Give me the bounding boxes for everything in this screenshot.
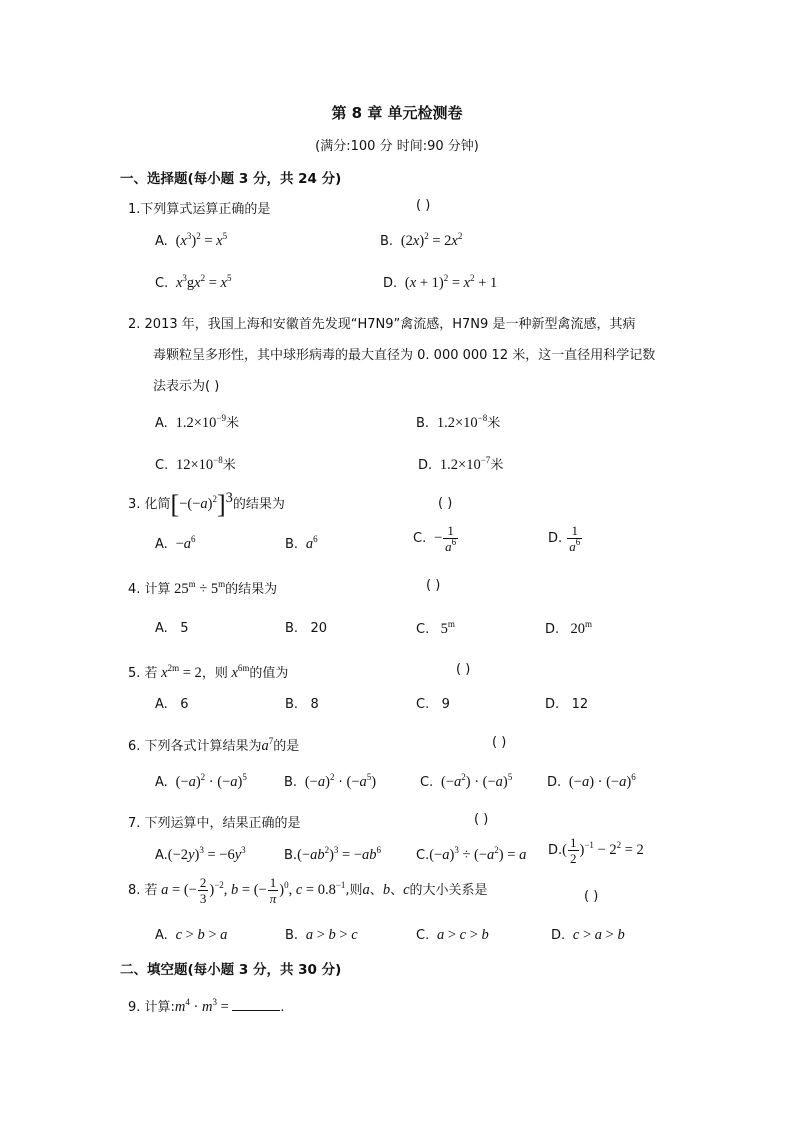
question-1-option-a: A. $(x^3)^2 = x^5$	[155, 231, 228, 249]
stem-text: 的结果为	[225, 582, 278, 597]
option-letter: A.	[155, 621, 168, 636]
option-letter: B.	[285, 537, 299, 552]
option-letter: C.	[420, 775, 434, 790]
option-letter: B.	[380, 234, 394, 249]
option-letter: D.	[548, 531, 563, 546]
question-6-option-c: C. $(-a^2) \cdot (-a)^5$	[420, 772, 513, 790]
option-value: 9	[441, 697, 450, 712]
option-value: 5	[180, 621, 189, 636]
stem-text: 9. 计算:	[128, 1000, 175, 1015]
question-8-option-a: A. c > b > a	[155, 927, 228, 943]
question-7-option-a: $A.(-2y)^3 = -6y^3$	[155, 845, 246, 863]
question-5-option-d	[545, 697, 588, 712]
question-1-stem: 1.下列算式运算正确的是	[128, 202, 271, 217]
stem-text: 、	[369, 883, 383, 898]
option-letter: A.	[155, 775, 168, 790]
option-value: 8	[310, 697, 319, 712]
question-2-line-1: 2. 2013 年，我国上海和安徽首先发现“H7N9”禽流感，H7N9 是一种新型禽流感，其病	[128, 317, 636, 332]
question-3-option-b: B. $a^6$	[285, 534, 318, 552]
question-9-stem: 9. 计算$:m^4 \cdot m^3$ = .	[128, 997, 285, 1015]
question-1-paren: ( )	[416, 198, 431, 213]
question-2-line-3: 法表示为( )	[153, 379, 220, 394]
question-4-option-a	[155, 621, 188, 636]
option-letter: C.	[416, 697, 430, 712]
option-letter: B.	[285, 697, 299, 712]
option-letter: D.	[383, 276, 398, 291]
question-4-option-b	[285, 621, 327, 636]
question-2-option-a: A. $1.2\times 10^{-9}$米	[155, 413, 239, 431]
answer-blank[interactable]	[232, 998, 280, 1011]
option-letter: D.	[418, 458, 433, 473]
stem-text: 的是	[273, 739, 300, 754]
question-6-option-b: B. $(-a)^2 \cdot (-a^5)$	[284, 772, 377, 790]
question-1-option-b: B. $(2x)^2 = 2x^2$	[380, 231, 463, 249]
question-8-option-d: D. c > a > b	[551, 927, 625, 943]
option-letter: A.	[155, 928, 168, 943]
question-3-paren: ( )	[438, 496, 453, 511]
option-letter: A.	[155, 537, 168, 552]
question-3-option-d: D. $\frac{1}{a^6}$	[548, 523, 581, 554]
option-letter: D.	[551, 928, 566, 943]
stem-text: 的结果为	[232, 497, 285, 512]
question-5-stem: 5. 若 $x^{2m} = 2$，则 $x^{6m}$的值为	[128, 663, 289, 681]
question-7-paren: ( )	[474, 812, 489, 827]
unit-label: 米	[490, 458, 504, 473]
question-8-stem: 8. 若 a = (− $\frac{2}{3}$ )$^{-2}$, b = (− $\frac{1}{\pi}$ )$^0$, $c = 0.8^{-1}$,则a、b、c的大小关系是	[128, 875, 488, 906]
question-7-stem: 7. 下列运算中，结果正确的是	[128, 816, 301, 831]
question-8-paren: ( )	[584, 889, 599, 904]
stem-text: 5. 若	[128, 666, 158, 681]
stem-text: 3. 化简	[128, 497, 171, 512]
question-7-option-b: $B.(-ab^2)^3 = -ab^6$	[284, 845, 382, 863]
unit-label: 米	[225, 416, 239, 431]
stem-text: 8. 若	[128, 883, 158, 898]
question-2-line-2: 毒颗粒呈多形性，其中球形病毒的最大直径为 0. 000 000 12 米，这一直径用科学记数	[153, 348, 656, 363]
option-value: 12	[571, 697, 589, 712]
stem-text: 、	[390, 883, 404, 898]
question-1-option-c: C. $x^3gx^2 = x^5$	[155, 273, 232, 291]
option-letter: B.	[416, 416, 430, 431]
question-4-paren: ( )	[426, 578, 441, 593]
question-1-option-d: D. $(x + 1)^2 = x^2 + 1$	[383, 273, 498, 291]
question-6-option-a: A. $(-a)^2 \cdot (-a)^5$	[155, 772, 247, 790]
stem-text: 的值为	[249, 666, 289, 681]
option-letter: C.	[416, 848, 430, 863]
option-letter: A.	[155, 697, 168, 712]
option-letter: D.	[545, 622, 560, 637]
question-4-option-c: C. 5$^m$	[416, 619, 455, 637]
stem-text: .	[280, 1000, 285, 1015]
question-5-paren: ( )	[456, 662, 471, 677]
question-3-option-a: A. $-a^6$	[155, 534, 196, 552]
stem-text: ，则	[201, 666, 228, 681]
option-letter: A.	[155, 234, 168, 249]
question-4-option-d: D. 20$^m$	[545, 619, 593, 637]
option-letter: B.	[284, 848, 298, 863]
unit-label: 米	[487, 416, 501, 431]
section-heading-choice: 一、选择题(每小题 3 分，共 24 分)	[120, 171, 342, 187]
option-letter: A.	[155, 416, 168, 431]
question-8-option-b: B. a > b > c	[285, 927, 358, 943]
question-7-option-c: $C.(-a)^3 \div (-a^2) = a$	[416, 845, 527, 863]
option-letter: B.	[285, 928, 299, 943]
question-6-stem: 6. 下列各式计算结果为$a^7$的是	[128, 736, 300, 754]
page-title: 第 8 章 单元检测卷	[331, 104, 463, 122]
stem-text: 4. 计算	[128, 582, 171, 597]
question-5-option-c	[416, 697, 450, 712]
question-5-option-a	[155, 697, 188, 712]
question-4-stem: 4. 计算 $25^m \div 5^m$的结果为	[128, 579, 278, 597]
option-letter: C.	[416, 622, 430, 637]
option-letter: C.	[155, 276, 169, 291]
stem-text: 6. 下列各式计算结果为	[128, 739, 262, 754]
stem-text: ,则	[345, 883, 363, 898]
option-letter: D.	[548, 843, 563, 858]
question-5-option-b	[285, 697, 319, 712]
option-letter: C.	[416, 928, 430, 943]
question-3-stem: 3. 化简$[-(-a)^2]^3$的结果为	[128, 490, 285, 519]
option-value: 6	[180, 697, 189, 712]
question-6-paren: ( )	[492, 735, 507, 750]
option-letter: B.	[284, 775, 298, 790]
question-7-option-d: D.( $\frac{1}{2}$ )$^{-1} - 2^2 = 2$	[548, 835, 644, 866]
question-2-option-b: B. $1.2\times 10^{-8}$米	[416, 413, 501, 431]
section-heading-fill: 二、填空题(每小题 3 分，共 30 分)	[120, 962, 342, 978]
question-3-option-c: C. − $\frac{1}{a^6}$	[413, 523, 457, 554]
option-letter: B.	[285, 621, 299, 636]
question-6-option-d: D. $(-a) \cdot (-a)^6$	[547, 772, 636, 790]
question-2-option-c: C. $12\times 10^{-8}$米	[155, 455, 236, 473]
option-letter: D.	[545, 697, 560, 712]
question-8-option-c: C. a > c > b	[416, 927, 489, 943]
option-letter: D.	[547, 775, 562, 790]
stem-text: 的大小关系是	[409, 883, 488, 898]
option-letter: C.	[413, 531, 427, 546]
option-value: 20	[310, 621, 328, 636]
question-2-option-d: D. $1.2\times 10^{-7}$米	[418, 455, 504, 473]
option-letter: C.	[155, 458, 169, 473]
page-subtitle: (满分:100 分 时间:90 分钟)	[315, 139, 479, 154]
unit-label: 米	[222, 458, 236, 473]
option-letter: A.	[155, 848, 168, 863]
